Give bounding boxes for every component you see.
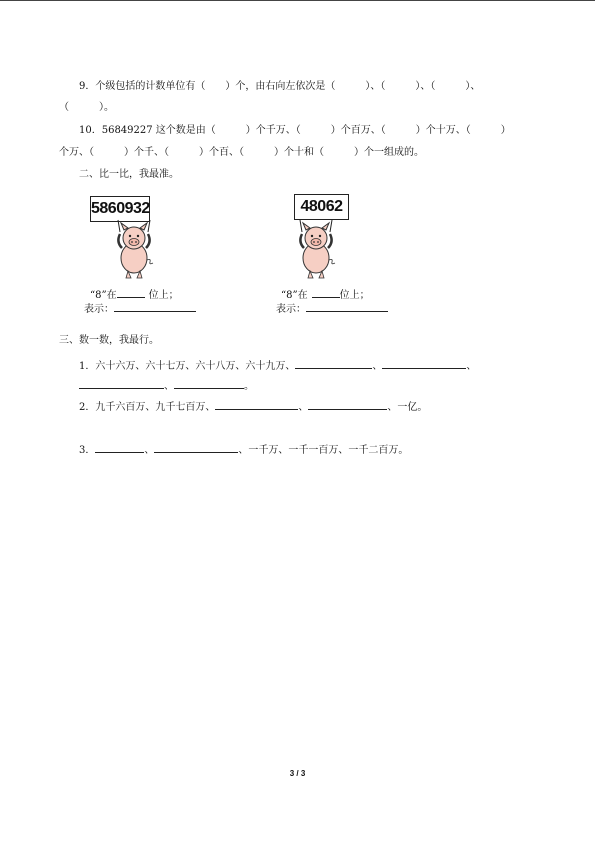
place-blank-2[interactable] (312, 286, 340, 298)
section-2-heading: 二、比一比，我最准。 (79, 169, 179, 180)
place-blank-1[interactable] (117, 286, 145, 298)
pig-illustration-1 (108, 218, 162, 280)
q2-separator: 、 (298, 402, 309, 413)
q2-sequence-text: 2．九千六百万、九千七百万、 (79, 402, 216, 413)
q3-number: 3． (79, 445, 96, 456)
eight-in-label-2: “8”在 (281, 290, 308, 301)
section-3-heading: 三、数一数，我最行。 (59, 335, 159, 346)
q1-blank-4[interactable] (174, 377, 244, 389)
page-number: 3 / 3 (289, 769, 306, 778)
number-sign-2: 48062 (294, 194, 349, 220)
q3-separator: 、 (144, 445, 155, 456)
pig-illustration-2 (290, 218, 344, 280)
q3-blank-1[interactable] (95, 441, 144, 453)
represents-prompt-1 (84, 300, 196, 317)
represents-label-2: 表示： (276, 304, 306, 315)
q1-separator-2: 、 (466, 361, 477, 372)
q1-blank-2[interactable] (382, 357, 466, 369)
q1-separator-1: 、 (372, 361, 383, 372)
q2-end-text: 、一亿。 (387, 402, 428, 413)
place-suffix-1: 位上； (148, 290, 179, 301)
q3-end-text: 、一千万、一千一百万、一千二百万。 (238, 445, 409, 456)
q1-blank-3[interactable] (79, 377, 164, 389)
represents-prompt-2 (276, 300, 388, 317)
section-3-q1-line-2 (79, 377, 254, 394)
eight-in-label-1: “8”在 (90, 290, 117, 301)
represents-label-1: 表示： (84, 304, 114, 315)
question-10-line-2: 个万、（ ）个千、（ ）个百、（ ）个十和（ ）个一组成的。 (59, 147, 424, 158)
place-suffix-2: 位上； (339, 290, 370, 301)
q2-blank-1[interactable] (215, 398, 298, 410)
q1-end-mark: 。 (244, 381, 254, 392)
represents-blank-2[interactable] (306, 300, 388, 312)
q1-sequence-text: 1．六十六万、六十七万、六十八万、六十九万、 (79, 361, 296, 372)
question-9-line-1: 9．个级包括的计数单位有（ ）个，由右向左依次是（ ）、（ ）、（ ）、 (79, 81, 481, 92)
q1-separator-3: 、 (164, 381, 174, 392)
section-3-q1-line-1 (79, 357, 476, 374)
section-3-q3 (79, 441, 408, 458)
question-10-line-1: 10．56849227 这个数是由（ ）个千万、（ ）个百万、（ ）个十万、（ ） (79, 125, 511, 136)
q2-blank-2[interactable] (308, 398, 387, 410)
q1-blank-1[interactable] (295, 357, 372, 369)
section-3-q2 (79, 398, 427, 415)
number-sign-1: 5860932 (90, 196, 150, 222)
question-9-line-2: （ ）。 (59, 102, 114, 113)
represents-blank-1[interactable] (114, 300, 196, 312)
q3-blank-2[interactable] (154, 441, 238, 453)
top-rule (0, 0, 595, 1)
